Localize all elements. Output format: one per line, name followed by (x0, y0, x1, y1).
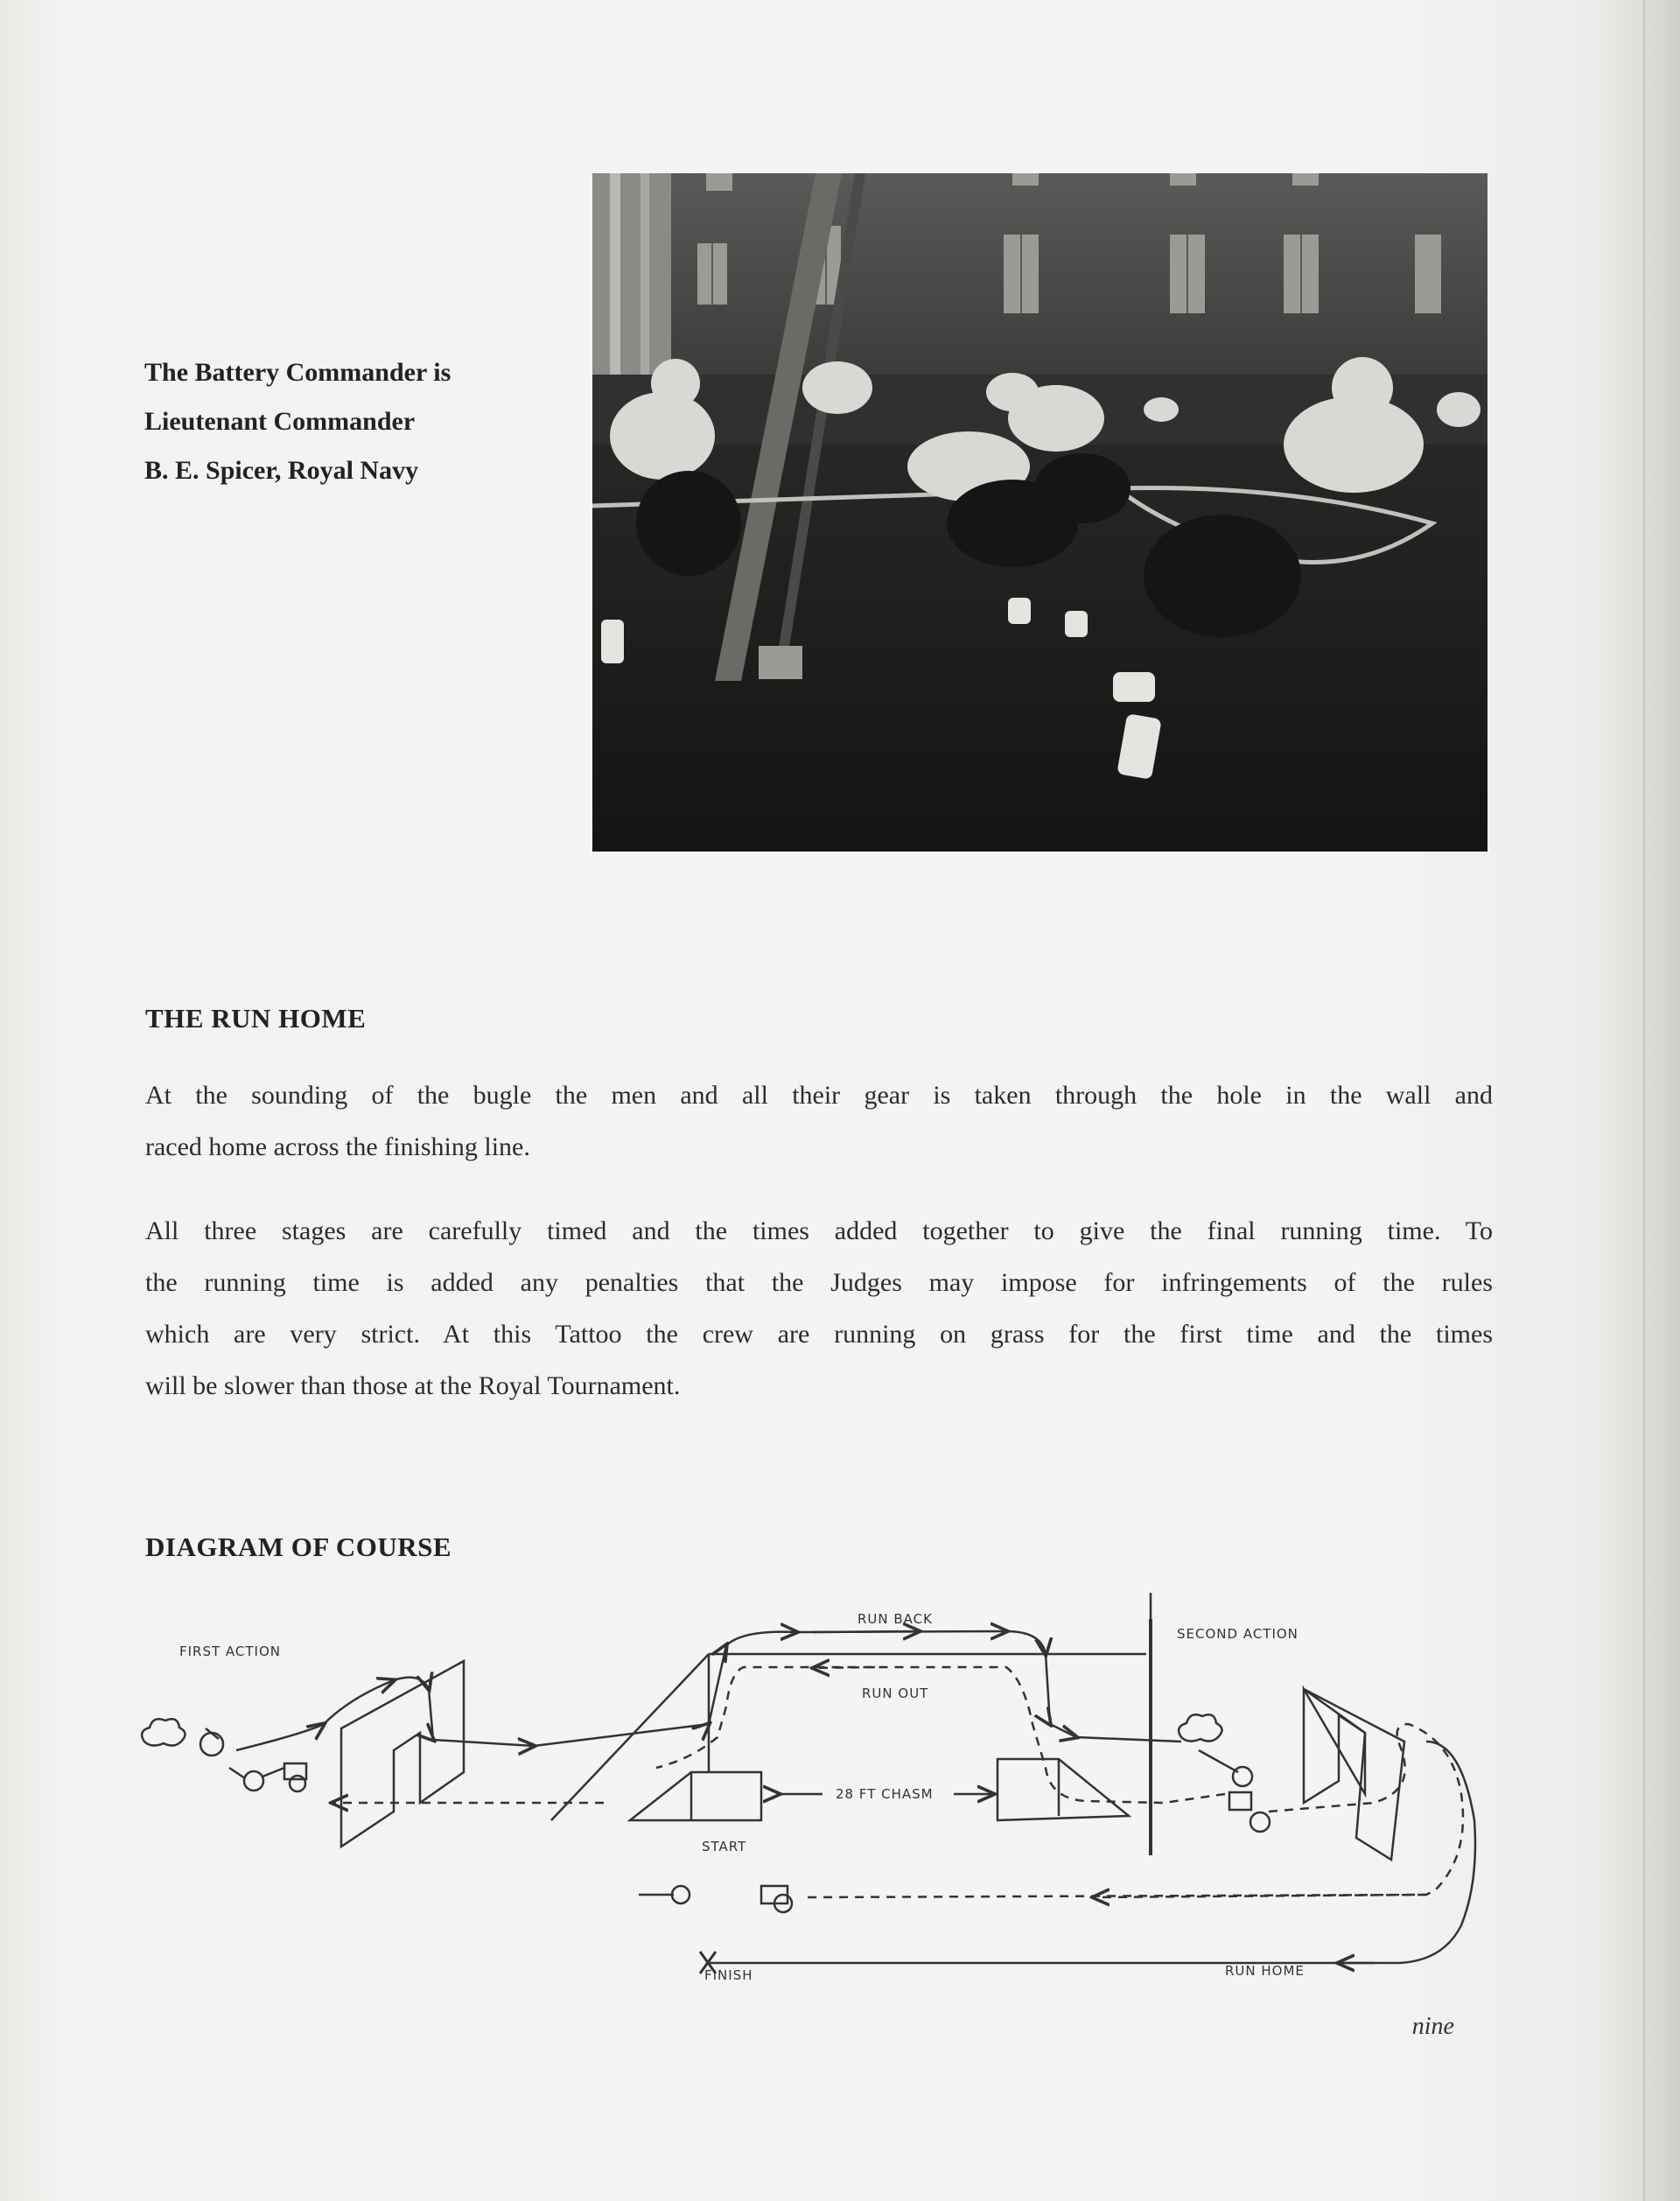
caption-line-1: The Battery Commander is (144, 358, 452, 387)
label-finish: FINISH (704, 1967, 753, 1983)
label-second-action: SECOND ACTION (1177, 1626, 1298, 1642)
page-number: nine (1411, 2013, 1454, 2040)
caption-line-2: Lieutenant Commander (144, 407, 416, 436)
field-gun-crew-photo (592, 173, 1488, 852)
label-start: START (702, 1839, 747, 1854)
right-chasm-ramp (998, 1759, 1129, 1820)
page-fold-edge (1643, 0, 1645, 2201)
page-outer-edge (1663, 0, 1664, 2201)
label-run-out: RUN OUT (862, 1686, 929, 1701)
course-diagram (131, 1593, 1531, 1995)
label-first-action: FIRST ACTION (179, 1644, 282, 1659)
run-home-heading: THE RUN HOME (145, 1003, 367, 1034)
paragraph-2-line-3: which are very strict. At this Tattoo the crew are running on grass for the first time and the times (145, 1320, 1493, 1349)
run-home-paragraph-1 (145, 1069, 1493, 1173)
run-home-paragraph-2 (145, 1205, 1493, 1412)
paragraph-2-line-2: the running time is added any penalties that the Judges may impose for infringements of the rules (145, 1268, 1493, 1297)
paragraph-2-line-4: will be slower than those at the Royal Tournament. (145, 1371, 681, 1400)
label-run-home: RUN HOME (1225, 1963, 1305, 1979)
run-out-path (656, 1667, 1225, 1803)
second-action-wall (1304, 1689, 1404, 1860)
label-chasm: 28 FT CHASM (836, 1786, 934, 1802)
start-guns (639, 1886, 792, 1912)
photo-caption (144, 348, 529, 495)
paragraph-1-line-2: raced home across the finishing line. (145, 1132, 530, 1161)
paragraph-2-line-1: All three stages are carefully timed and the times added together to give the final running time. To (145, 1216, 1493, 1245)
second-action-guns (1179, 1714, 1270, 1832)
label-run-back: RUN BACK (858, 1611, 933, 1627)
paragraph-1-line-1: At the sounding of the bugle the men and all their gear is taken through the hole in the wall and (145, 1081, 1493, 1110)
caption-line-3: B. E. Spicer, Royal Navy (144, 456, 419, 485)
diagram-heading: DIAGRAM OF COURSE (145, 1532, 452, 1562)
first-action-guns (142, 1719, 306, 1791)
smoke-puff-icon (1179, 1714, 1222, 1741)
first-action-wall (341, 1661, 464, 1847)
smoke-puff-icon (142, 1719, 185, 1745)
run-home-path (709, 1742, 1475, 1963)
